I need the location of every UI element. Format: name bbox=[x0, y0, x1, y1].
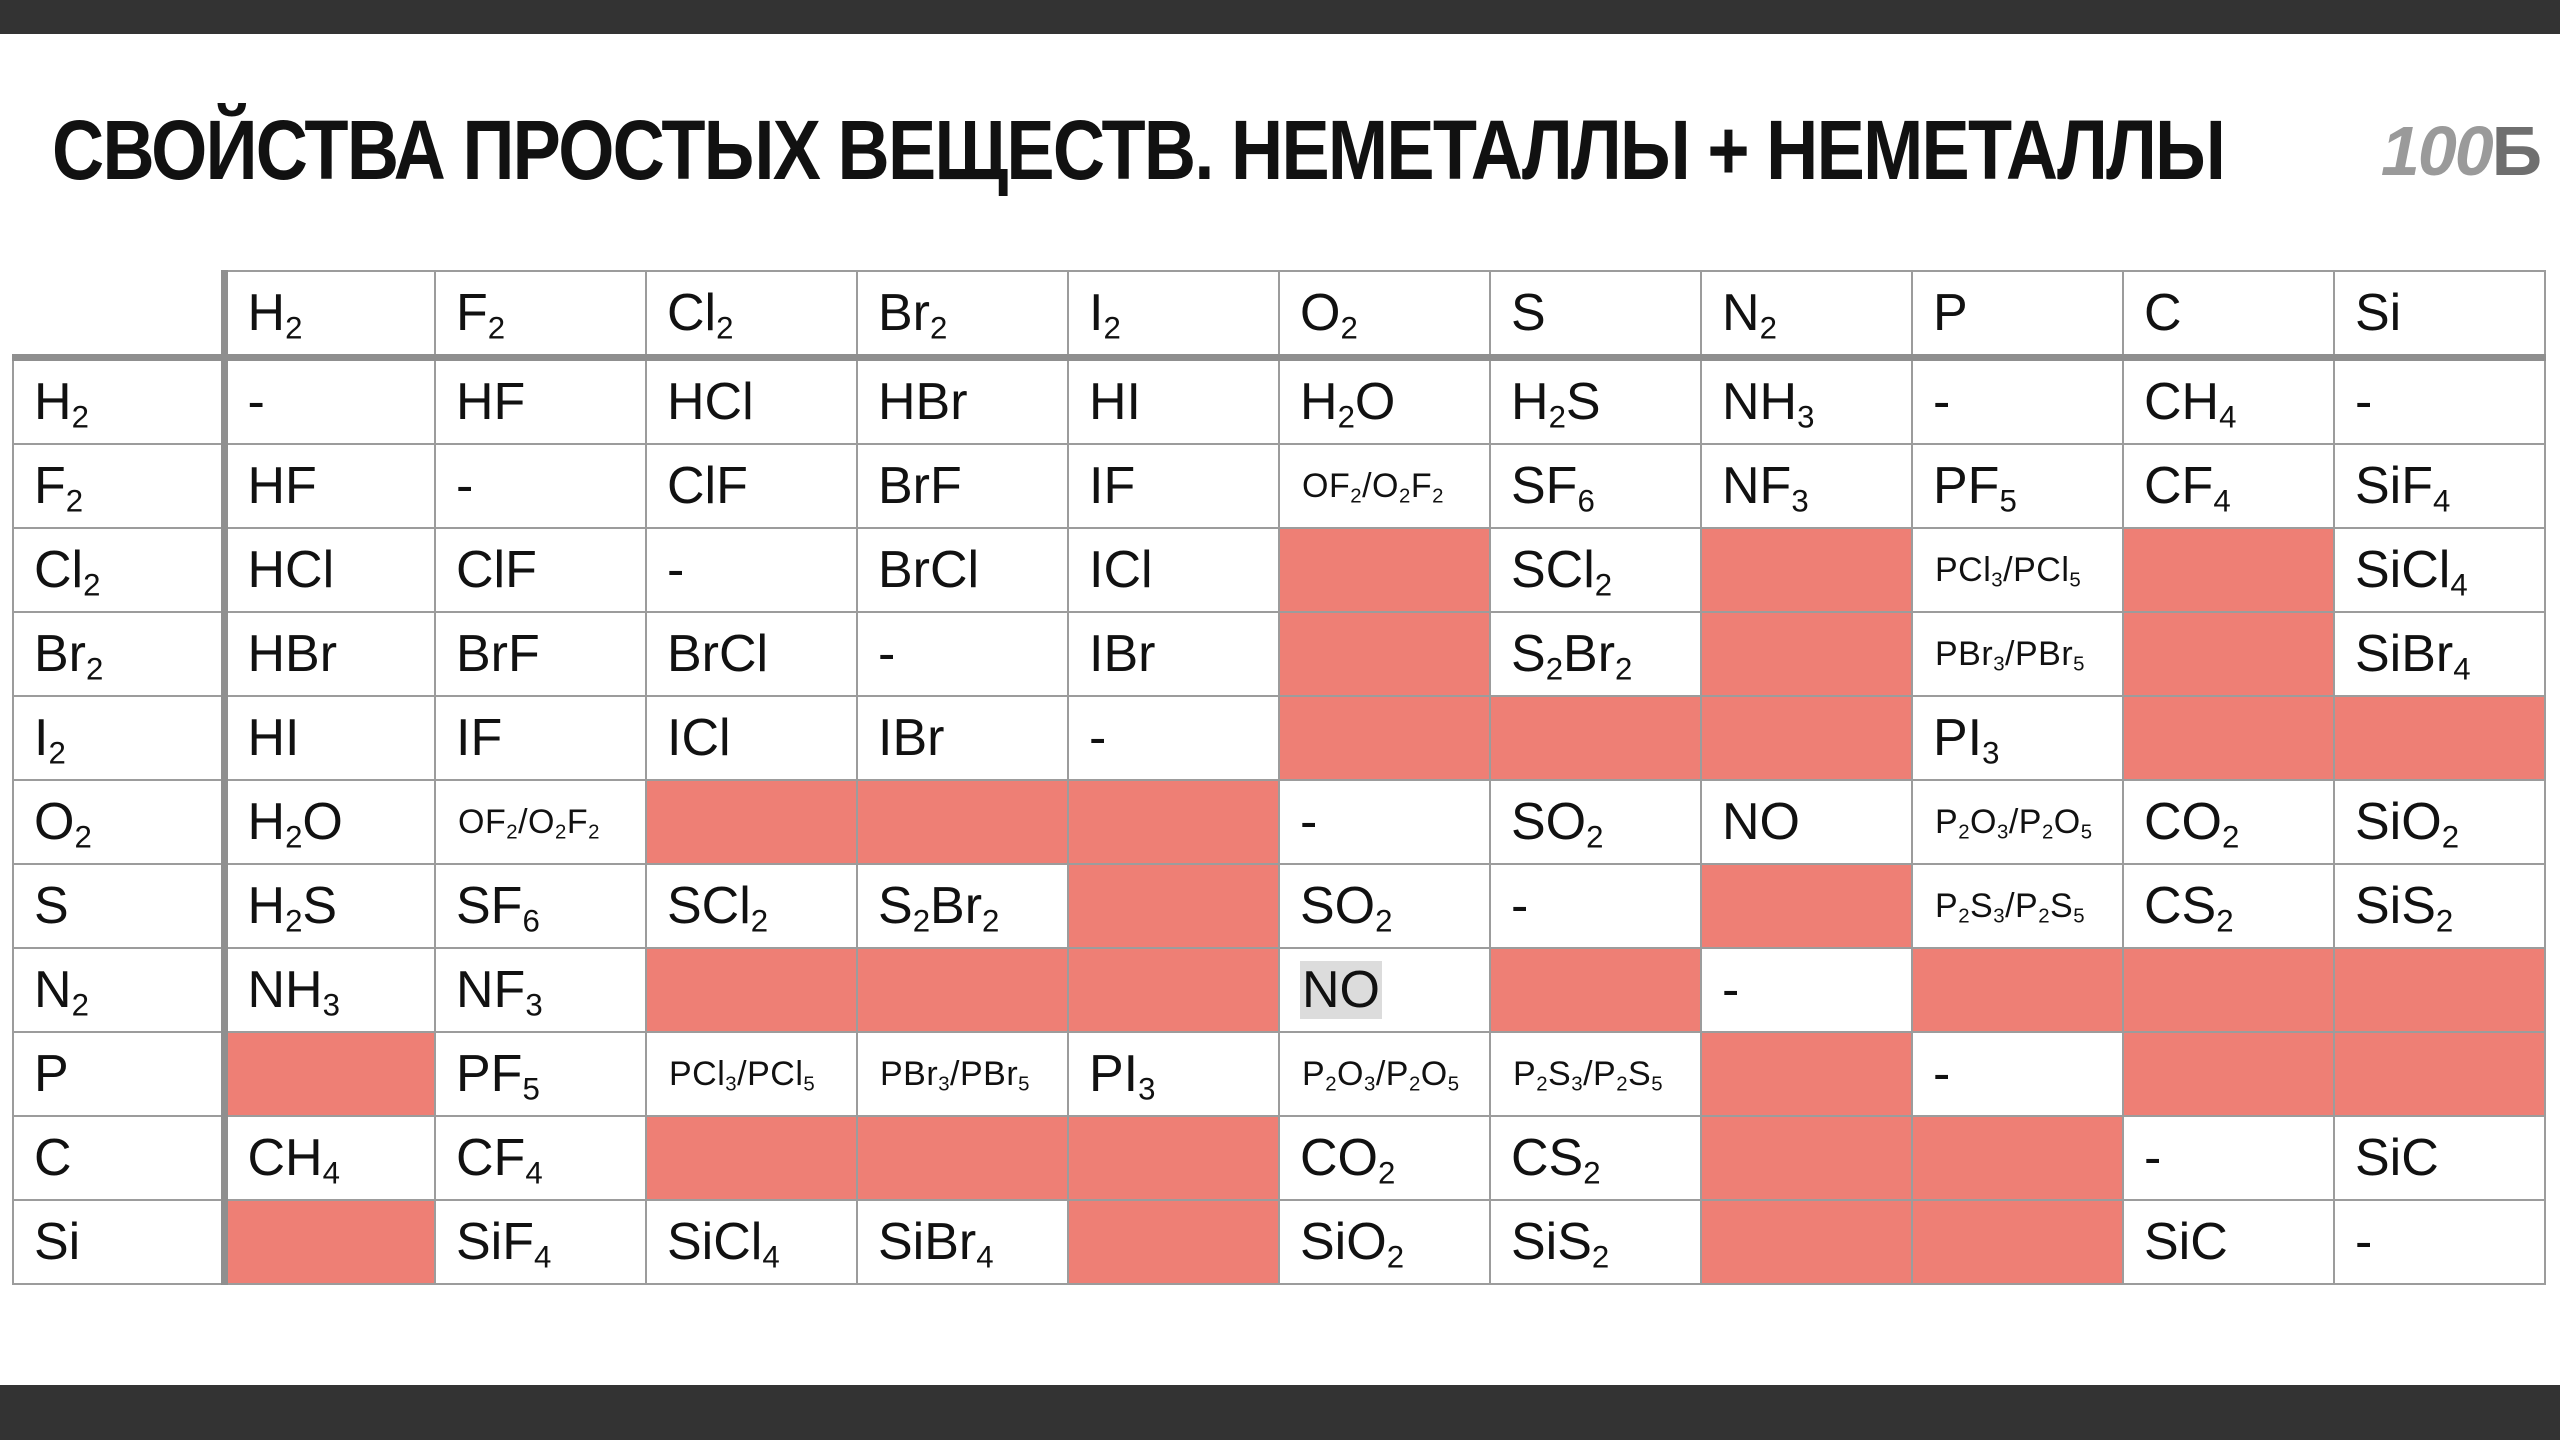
table-header-row bbox=[13, 271, 2545, 358]
no-reaction-cell-n2-p bbox=[1912, 948, 2123, 1032]
no-reaction-cell-p-si bbox=[2334, 1032, 2545, 1116]
product-cell-f2-n2: $NF_3$ bbox=[1701, 444, 1912, 528]
product-cell-o2-h2: $H_2O$ bbox=[224, 780, 435, 864]
product-cell-br2-br2: - bbox=[857, 612, 1068, 696]
row-header-i2: $I_2$ bbox=[13, 696, 224, 780]
column-header-c: C bbox=[2123, 271, 2334, 358]
no-reaction-cell-n2-si bbox=[2334, 948, 2545, 1032]
product-cell-c-h2: $CH_4$ bbox=[224, 1116, 435, 1200]
product-cell-br2-cl2: BrCl bbox=[646, 612, 857, 696]
product-cell-h2-c: $CH_4$ bbox=[2123, 358, 2334, 445]
product-cell-s-f2: $SF_6$ bbox=[435, 864, 646, 948]
column-header-si: Si bbox=[2334, 271, 2545, 358]
product-cell-i2-p: $PI_3$ bbox=[1912, 696, 2123, 780]
product-cell-cl2-i2: ICl bbox=[1068, 528, 1279, 612]
product-cell-p-p: - bbox=[1912, 1032, 2123, 1116]
product-cell-h2-si: - bbox=[2334, 358, 2545, 445]
row-header-n2: $N_2$ bbox=[13, 948, 224, 1032]
product-cell-h2-h2: - bbox=[224, 358, 435, 445]
reaction-table bbox=[12, 270, 2546, 1285]
no-reaction-cell-si-i2 bbox=[1068, 1200, 1279, 1284]
column-header-i2: $I_2$ bbox=[1068, 271, 1279, 358]
product-cell-s-si: SiS$_2$ bbox=[2334, 864, 2545, 948]
no-reaction-cell-o2-i2 bbox=[1068, 780, 1279, 864]
no-reaction-cell-n2-br2 bbox=[857, 948, 1068, 1032]
product-cell-h2-f2: HF bbox=[435, 358, 646, 445]
no-reaction-cell-cl2-o2 bbox=[1279, 528, 1490, 612]
product-cell-o2-f2: $OF_2/O_2F_2$ bbox=[435, 780, 646, 864]
column-header-s: S bbox=[1490, 271, 1701, 358]
product-cell-s-br2: $S_2Br_2$ bbox=[857, 864, 1068, 948]
row-header-si: Si bbox=[13, 1200, 224, 1284]
product-cell-c-o2: $CO_2$ bbox=[1279, 1116, 1490, 1200]
product-cell-si-o2: SiO$_2$ bbox=[1279, 1200, 1490, 1284]
row-header-o2: $O_2$ bbox=[13, 780, 224, 864]
product-cell-p-o2: $P_2O_3/P_2O_5$ bbox=[1279, 1032, 1490, 1116]
table-corner-cell bbox=[13, 271, 224, 358]
no-reaction-cell-s-n2 bbox=[1701, 864, 1912, 948]
product-cell-o2-s: $SO_2$ bbox=[1490, 780, 1701, 864]
table-row-br2 bbox=[13, 612, 2545, 696]
table-row-o2 bbox=[13, 780, 2545, 864]
product-cell-f2-o2: $OF_2/O_2F_2$ bbox=[1279, 444, 1490, 528]
product-cell-f2-p: $PF_5$ bbox=[1912, 444, 2123, 528]
product-cell-n2-f2: $NF_3$ bbox=[435, 948, 646, 1032]
product-cell-f2-c: $CF_4$ bbox=[2123, 444, 2334, 528]
row-header-p: P bbox=[13, 1032, 224, 1116]
row-header-cl2: $Cl_2$ bbox=[13, 528, 224, 612]
no-reaction-cell-br2-c bbox=[2123, 612, 2334, 696]
product-cell-h2-i2: HI bbox=[1068, 358, 1279, 445]
table-row-p bbox=[13, 1032, 2545, 1116]
no-reaction-cell-si-n2 bbox=[1701, 1200, 1912, 1284]
no-reaction-cell-i2-c bbox=[2123, 696, 2334, 780]
column-header-br2: $Br_2$ bbox=[857, 271, 1068, 358]
table-row-i2 bbox=[13, 696, 2545, 780]
product-cell-br2-p: PBr$_3$/PBr$_5$ bbox=[1912, 612, 2123, 696]
product-cell-i2-f2: IF bbox=[435, 696, 646, 780]
highlighted-product: NO bbox=[1302, 961, 1380, 1019]
column-header-cl2: $Cl_2$ bbox=[646, 271, 857, 358]
column-header-f2: $F_2$ bbox=[435, 271, 646, 358]
product-cell-cl2-br2: BrCl bbox=[857, 528, 1068, 612]
page-title: СВОЙСТВА ПРОСТЫХ ВЕЩЕСТВ. НЕМЕТАЛЛЫ + НЕМЕТАЛЛЫ bbox=[52, 103, 2225, 197]
product-cell-p-cl2: PCl$_3$/PCl$_5$ bbox=[646, 1032, 857, 1116]
product-cell-si-cl2: SiCl$_4$ bbox=[646, 1200, 857, 1284]
product-cell-i2-i2: - bbox=[1068, 696, 1279, 780]
row-header-br2: $Br_2$ bbox=[13, 612, 224, 696]
no-reaction-cell-i2-o2 bbox=[1279, 696, 1490, 780]
product-cell-o2-n2: NO bbox=[1701, 780, 1912, 864]
no-reaction-cell-br2-n2 bbox=[1701, 612, 1912, 696]
no-reaction-cell-c-br2 bbox=[857, 1116, 1068, 1200]
product-cell-si-c: SiC bbox=[2123, 1200, 2334, 1284]
product-cell-si-br2: SiBr$_4$ bbox=[857, 1200, 1068, 1284]
table-row-s bbox=[13, 864, 2545, 948]
product-cell-cl2-si: SiCl$_4$ bbox=[2334, 528, 2545, 612]
row-header-h2: $H_2$ bbox=[13, 358, 224, 445]
product-cell-br2-h2: HBr bbox=[224, 612, 435, 696]
product-cell-br2-f2: BrF bbox=[435, 612, 646, 696]
product-cell-s-cl2: SCl$_2$ bbox=[646, 864, 857, 948]
product-cell-f2-f2: - bbox=[435, 444, 646, 528]
table-row-cl2 bbox=[13, 528, 2545, 612]
row-header-s: S bbox=[13, 864, 224, 948]
product-cell-h2-cl2: HCl bbox=[646, 358, 857, 445]
table-row-c bbox=[13, 1116, 2545, 1200]
product-cell-si-s: SiS$_2$ bbox=[1490, 1200, 1701, 1284]
top-bar bbox=[0, 0, 2560, 34]
product-cell-o2-o2: - bbox=[1279, 780, 1490, 864]
no-reaction-cell-p-n2 bbox=[1701, 1032, 1912, 1116]
no-reaction-cell-i2-s bbox=[1490, 696, 1701, 780]
product-cell-s-h2: $H_2S$ bbox=[224, 864, 435, 948]
product-cell-si-si: - bbox=[2334, 1200, 2545, 1284]
product-cell-p-s: $P_2S_3/P_2S_5$ bbox=[1490, 1032, 1701, 1116]
product-cell-h2-n2: $NH_3$ bbox=[1701, 358, 1912, 445]
product-cell-h2-s: $H_2S$ bbox=[1490, 358, 1701, 445]
product-cell-br2-si: SiBr$_4$ bbox=[2334, 612, 2545, 696]
table-row-n2 bbox=[13, 948, 2545, 1032]
no-reaction-cell-o2-cl2 bbox=[646, 780, 857, 864]
product-cell-c-si: SiC bbox=[2334, 1116, 2545, 1200]
no-reaction-cell-n2-cl2 bbox=[646, 948, 857, 1032]
product-cell-h2-o2: $H_2O$ bbox=[1279, 358, 1490, 445]
column-header-h2: $H_2$ bbox=[224, 271, 435, 358]
brand-logo bbox=[2381, 108, 2540, 194]
no-reaction-cell-s-i2 bbox=[1068, 864, 1279, 948]
no-reaction-cell-br2-o2 bbox=[1279, 612, 1490, 696]
product-cell-f2-si: SiF$_4$ bbox=[2334, 444, 2545, 528]
no-reaction-cell-c-i2 bbox=[1068, 1116, 1279, 1200]
no-reaction-cell-p-c bbox=[2123, 1032, 2334, 1116]
column-header-n2: $N_2$ bbox=[1701, 271, 1912, 358]
table-row-f2 bbox=[13, 444, 2545, 528]
product-cell-p-i2: $PI_3$ bbox=[1068, 1032, 1279, 1116]
product-cell-p-br2: PBr$_3$/PBr$_5$ bbox=[857, 1032, 1068, 1116]
product-cell-cl2-cl2: - bbox=[646, 528, 857, 612]
product-cell-c-s: $CS_2$ bbox=[1490, 1116, 1701, 1200]
product-cell-s-s: - bbox=[1490, 864, 1701, 948]
no-reaction-cell-cl2-c bbox=[2123, 528, 2334, 612]
no-reaction-cell-c-n2 bbox=[1701, 1116, 1912, 1200]
product-cell-n2-n2: - bbox=[1701, 948, 1912, 1032]
no-reaction-cell-i2-n2 bbox=[1701, 696, 1912, 780]
no-reaction-cell-p-h2 bbox=[224, 1032, 435, 1116]
product-cell-s-o2: $SO_2$ bbox=[1279, 864, 1490, 948]
column-header-p: P bbox=[1912, 271, 2123, 358]
product-cell-f2-s: $SF_6$ bbox=[1490, 444, 1701, 528]
column-header-o2: $O_2$ bbox=[1279, 271, 1490, 358]
product-cell-br2-i2: IBr bbox=[1068, 612, 1279, 696]
product-cell-h2-br2: HBr bbox=[857, 358, 1068, 445]
brand-logo-number: 100 bbox=[2380, 112, 2492, 190]
product-cell-cl2-h2: HCl bbox=[224, 528, 435, 612]
brand-logo-letter: Б bbox=[2491, 112, 2540, 190]
row-header-f2: $F_2$ bbox=[13, 444, 224, 528]
product-cell-cl2-f2: ClF bbox=[435, 528, 646, 612]
row-header-c: C bbox=[13, 1116, 224, 1200]
product-cell-i2-br2: IBr bbox=[857, 696, 1068, 780]
product-cell-c-c: - bbox=[2123, 1116, 2334, 1200]
table-row-h2 bbox=[13, 358, 2545, 445]
table-row-si bbox=[13, 1200, 2545, 1284]
product-cell-o2-si: SiO$_2$ bbox=[2334, 780, 2545, 864]
no-reaction-cell-o2-br2 bbox=[857, 780, 1068, 864]
product-cell-n2-h2: $NH_3$ bbox=[224, 948, 435, 1032]
product-cell-f2-br2: BrF bbox=[857, 444, 1068, 528]
no-reaction-cell-cl2-n2 bbox=[1701, 528, 1912, 612]
bottom-bar bbox=[0, 1385, 2560, 1440]
product-cell-p-f2: $PF_5$ bbox=[435, 1032, 646, 1116]
no-reaction-cell-si-h2 bbox=[224, 1200, 435, 1284]
product-cell-o2-p: $P_2O_3/P_2O_5$ bbox=[1912, 780, 2123, 864]
product-cell-s-c: $CS_2$ bbox=[2123, 864, 2334, 948]
no-reaction-cell-n2-c bbox=[2123, 948, 2334, 1032]
no-reaction-cell-n2-i2 bbox=[1068, 948, 1279, 1032]
product-cell-h2-p: - bbox=[1912, 358, 2123, 445]
product-cell-cl2-p: PCl$_3$/PCl$_5$ bbox=[1912, 528, 2123, 612]
product-cell-f2-cl2: ClF bbox=[646, 444, 857, 528]
product-cell-i2-cl2: ICl bbox=[646, 696, 857, 780]
no-reaction-cell-c-p bbox=[1912, 1116, 2123, 1200]
product-cell-s-p: $P_2S_3/P_2S_5$ bbox=[1912, 864, 2123, 948]
product-cell-c-f2: $CF_4$ bbox=[435, 1116, 646, 1200]
product-cell-f2-i2: IF bbox=[1068, 444, 1279, 528]
no-reaction-cell-c-cl2 bbox=[646, 1116, 857, 1200]
product-cell-f2-h2: HF bbox=[224, 444, 435, 528]
no-reaction-cell-n2-s bbox=[1490, 948, 1701, 1032]
product-cell-si-f2: SiF$_4$ bbox=[435, 1200, 646, 1284]
product-cell-o2-c: $CO_2$ bbox=[2123, 780, 2334, 864]
product-cell-cl2-s: SCl$_2$ bbox=[1490, 528, 1701, 612]
no-reaction-cell-si-p bbox=[1912, 1200, 2123, 1284]
product-cell-br2-s: $S_2Br_2$ bbox=[1490, 612, 1701, 696]
no-reaction-cell-i2-si bbox=[2334, 696, 2545, 780]
product-cell-i2-h2: HI bbox=[224, 696, 435, 780]
product-cell-n2-o2 bbox=[1279, 948, 1490, 1032]
